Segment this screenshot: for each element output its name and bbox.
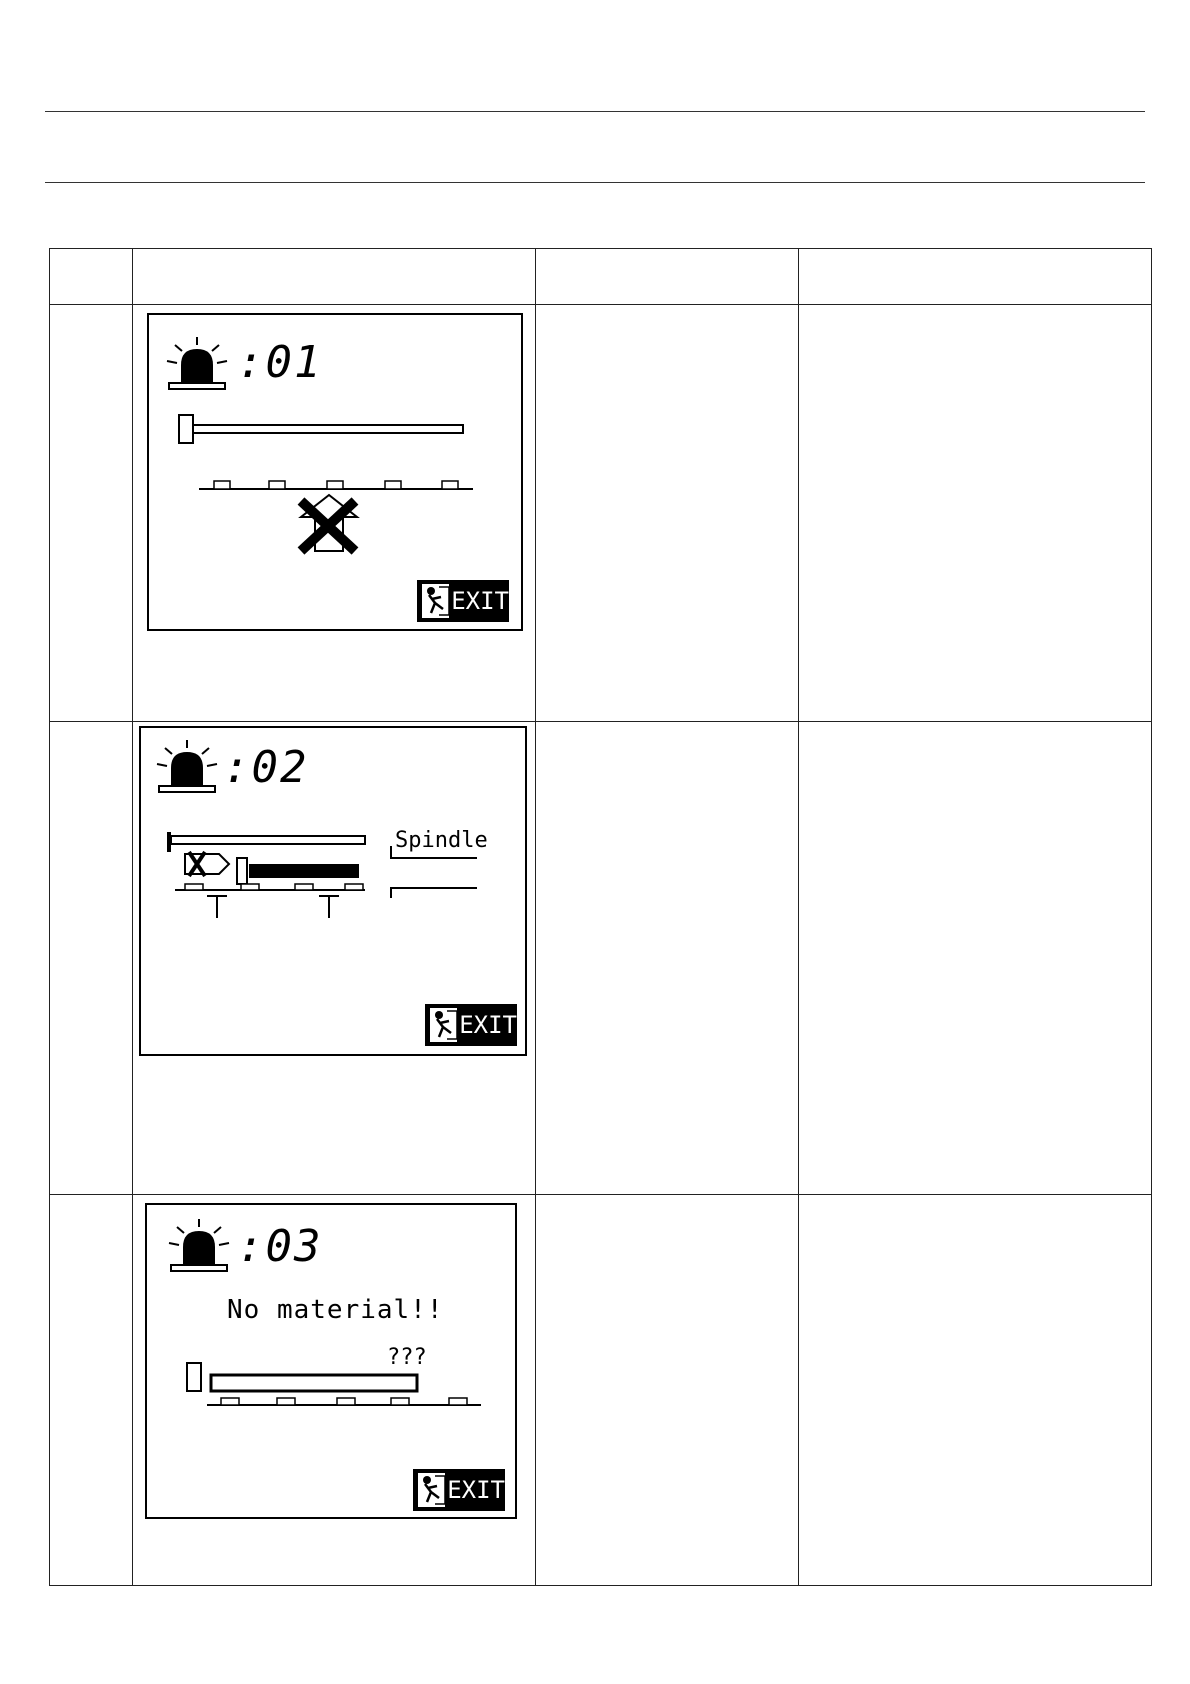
screen-cell [133,722,536,1195]
exit-label: EXIT [447,1476,505,1504]
table-row [50,305,1152,722]
row-no [50,1195,133,1586]
header-rule-top [45,111,1145,112]
remedy-cell [799,1195,1152,1586]
alarm-screen-01 [147,313,523,631]
alarm-table [49,248,1152,1586]
cause-cell [536,305,799,722]
row-no [50,722,133,1195]
exit-person-icon [417,1472,445,1508]
exit-label: EXIT [459,1011,517,1039]
cause-cell [536,1195,799,1586]
remedy-cell [799,722,1152,1195]
exit-label: EXIT [451,587,509,615]
table-header-row [50,249,1152,305]
screen-cell [133,1195,536,1586]
exit-button[interactable] [417,580,509,622]
screen-cell [133,305,536,722]
exit-person-icon [421,583,449,619]
alarm-screen-03 [145,1203,517,1519]
table-row [50,722,1152,1195]
remedy-cell [799,305,1152,722]
header-remedy [799,249,1152,305]
alarm-code: :02 [223,742,309,793]
support-t-icon [207,896,339,918]
no-material-message: No material!! [227,1295,444,1325]
cause-cell [536,722,799,1195]
alarm-code: :01 [237,337,323,388]
exit-button[interactable] [425,1004,517,1046]
table-row [50,1195,1152,1586]
alarm-screen-02 [139,726,527,1056]
unknown-mark: ??? [387,1345,427,1370]
alarm-code: :03 [237,1221,323,1272]
header-cause [536,249,799,305]
spindle-label: Spindle [395,828,488,853]
exit-button[interactable] [413,1469,505,1511]
header-rule-bottom [45,182,1145,183]
header-no [50,249,133,305]
row-no [50,305,133,722]
exit-person-icon [429,1007,457,1043]
header-screen [133,249,536,305]
